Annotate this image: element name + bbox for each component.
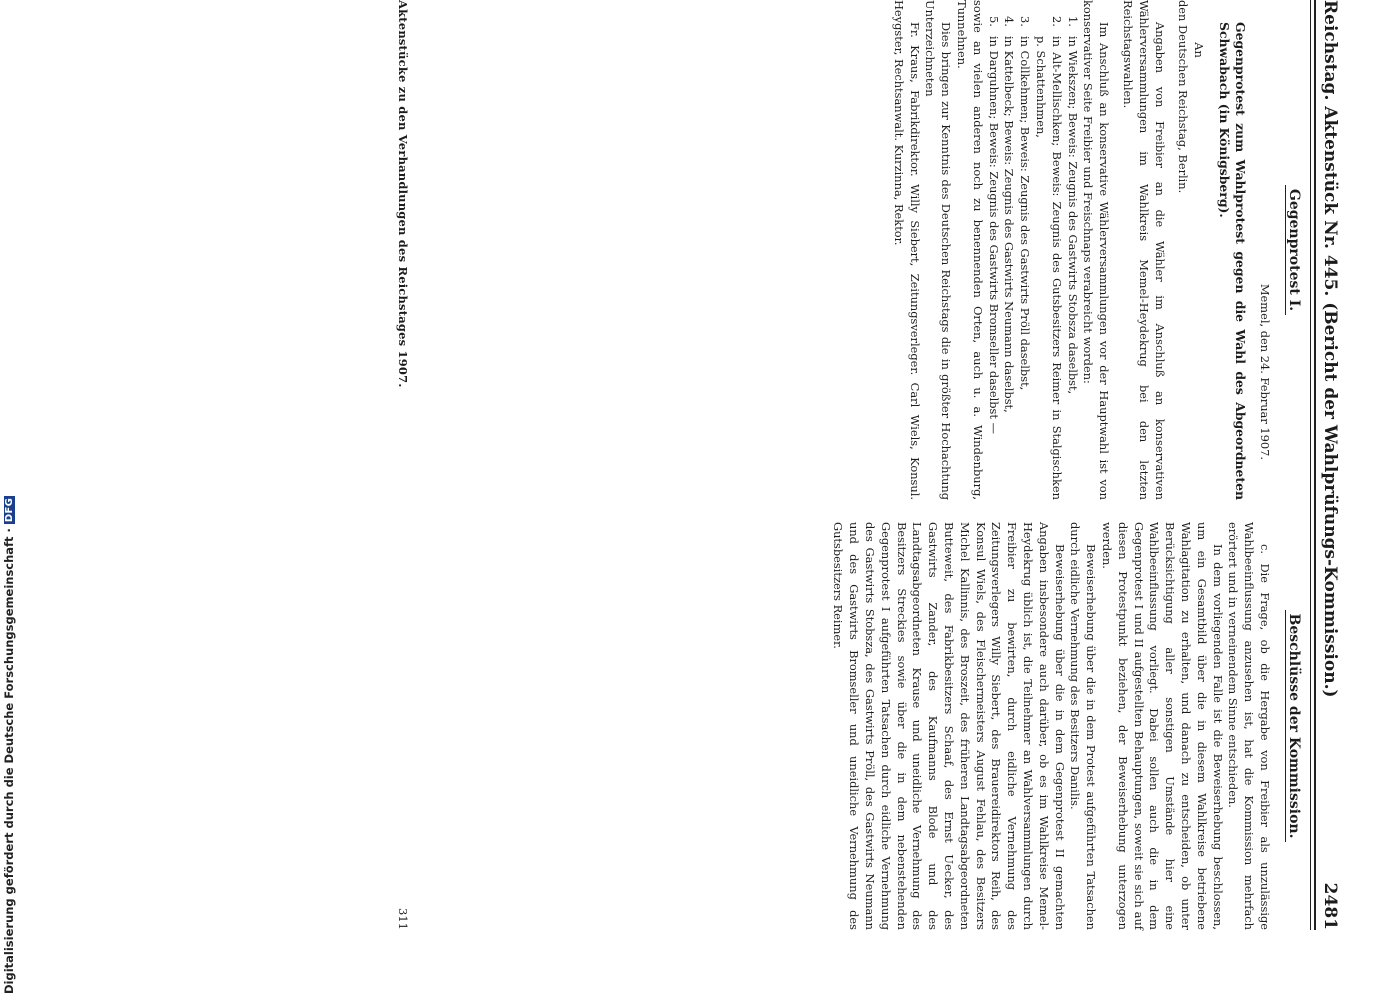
resolution-paragraph: c. Die Frage, ob die Hergabe von Freibier als unzulässige Wahlbeeinflussung anzusehen ist, hat die Kommission mehrfach erörtert und in verneinendem Sinne entschieden. [1226, 522, 1272, 930]
list-item-number: 3. [1018, 16, 1033, 27]
resolution-paragraph: Beweiserhebung über die in dem Protest aufgeführten Tatsachen durch eidliche Vernehmung des Besitzers Danilis. [1068, 522, 1099, 930]
right-column-title [1286, 522, 1302, 930]
list-item-text: in Collkehmen; Beweis: Zeugnis des Gastwirts Pröll daselbst, [1018, 36, 1033, 391]
left-column-title-text: Gegenprotest I. [1285, 185, 1302, 315]
list-item-number: 2. [1049, 16, 1064, 27]
running-header: Reichstag. Aktenstück Nr. 445. (Bericht der Wahlprüfungs-Kommission.) [1320, 0, 1340, 698]
page-header [1320, 0, 1342, 930]
list-item-text: in Wiekszen; Beweis: Zeugnis des Gastwirts Stobsza daselbst, [1065, 36, 1080, 395]
headline-paragraph: Angaben von Freibier an die Wähler im Anschluß an konservativen Wählerversammlungen im Wahlkreis Memel-Heydekrug bei den letzten Reichstagswahlen. [1121, 0, 1167, 500]
list-item [1016, 16, 1033, 500]
page-footer-title: Aktenstücke zu den Verhandlungen des Reichstages 1907. [396, 0, 410, 388]
resolution-paragraph: Beweiserhebung über die in dem Gegenprotest II gemachten Angaben insbesondere auch darüber, ob es im Wahlkreise Memel-Heydekrug üblich ist, die Teilnehmer an Wahlversammlungen durch Freibier zu bewirten, durch eidliche Vernehmung des Zeitungsverlegers Willy Siebert, des Brauereidirektors Reih, des Konsul Wiels, des Fleischermeisters August Fehlau, des Besitzers Michel Kallinnis, des Broszeit, des früheren Landtagsabgeordneten Butteweit, des Fabrikbesitzers Schaaf, des Ernst Uecker, des Gastwirts Zander, des Kaufmanns Blode und des Landtagsabgeordneten Krause und uneidliche Vernehmung des Besitzers Streckies sowie über die in dem nebenstehenden Gegenprotest I aufgeführten Tatsachen durch eidliche Vernehmung des Gastwirts Stobsza, des Gastwirts Pröll, des Gastwirts Neumann und des Gastwirts Bromseller und uneidliche Vernehmung des Gutsbesitzers Reimer. [831, 522, 1067, 930]
list-item-number: 5. [986, 16, 1001, 27]
list-item-text: in Kattelbeck; Beweis: Zeugnis des Gastwirts Neumann daselbst, [1002, 36, 1017, 413]
addressee-an: An [1192, 42, 1207, 58]
resolution-paragraph: In dem vorliegenden Falle ist die Beweiserhebung beschlossen, um ein Gesamtbild über die in diesem Wahlkreise betriebene Wahlagitation zu erhalten, und danach zu entscheiden, ob unter Berücksichtigung aller sonstigen Umstände hier eine Wahlbeeinflussung vorliegt. Dabei sollen auch die in dem Gegenprotest I und II aufgestellten Behauptungen, soweit sie sich auf diesen Protestpunkt beziehen, der Beweiserhebung unterzogen werden. [1100, 522, 1225, 930]
page-number: 2481 [1320, 882, 1340, 930]
left-column-title [1286, 0, 1302, 500]
intro-paragraph: Im Anschluß an konservative Wählerversammlungen vor der Hauptwahl ist von konservativer Seite Freibier und Freischnaps verabreicht worden: [1081, 0, 1112, 500]
list-item-number: 4. [1002, 16, 1017, 27]
page-footer-number: 311 [396, 908, 410, 930]
list-item [1032, 16, 1064, 500]
signature-block: Fr. Kraus, Fabrikdirektor. Willy Siebert, Zeitungsverleger. Carl Wiels, Konsul. Heygster, Rechtsanwalt. Kurzinna, Rektor. [891, 0, 922, 500]
list-item [1001, 16, 1017, 500]
witness-list [985, 0, 1080, 500]
digitization-credit-text: Digitalisierung gefördert durch die Deutsche Forschungsgemeinschaft · [2, 528, 16, 994]
right-column [830, 522, 1304, 930]
list-item-number: 1. [1065, 16, 1080, 27]
dfg-logo: DFG [3, 497, 15, 523]
header-rule-thin [1310, 0, 1311, 930]
list-item [1064, 16, 1080, 500]
list-item [985, 16, 1001, 500]
list-item-text: in Alt-Mellischken; Beweis: Zeugnis des Gutsbesitzers Reimer in Stalgischken p. Schattenhmen, [1034, 36, 1064, 500]
rotated-document-page [396, 0, 1342, 980]
right-column-title-text: Beschlüsse der Kommission. [1285, 610, 1302, 843]
document-title: Gegenprotest zum Wahlprotest gegen die Wahl des Abgeordneten Schwabach (in Königsberg). [1217, 22, 1249, 500]
place-date: Memel, den 24. Februar 1907. [1258, 283, 1272, 460]
list-item-text: in Darguhnen; Beweis: Zeugnis des Gastwirts Bromseller daselbst — [986, 36, 1001, 434]
header-rule-thick [1314, 0, 1316, 930]
left-column [890, 0, 1304, 500]
after-list-paragraph: sowie an vielen anderen noch zu benennenden Orten, auch u. a. Windenburg, Tunnehnen. [955, 0, 985, 500]
closing-paragraph: Dies bringen zur Kenntnis des Deutschen Reichstags die in größter Hochachtung Unterzeichneten [923, 0, 954, 500]
digitization-credit [2, 496, 16, 994]
addressee-line: den Deutschen Reichstag, Berlin. [1176, 0, 1191, 194]
